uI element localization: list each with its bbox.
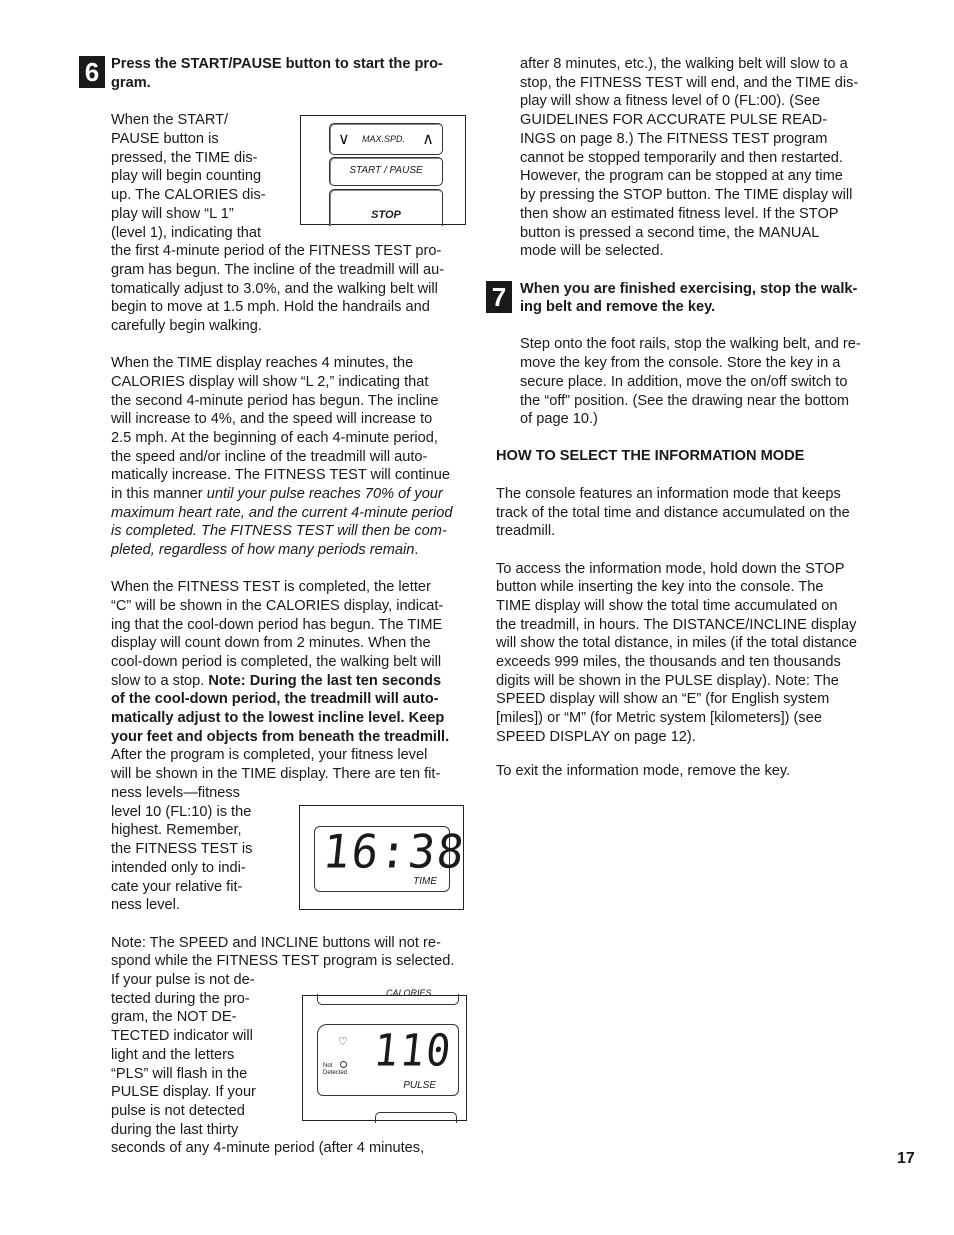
step-6-p4-wrap-line: PULSE display. If your [111,1084,256,1100]
step-6-p3-bold-line: of the cool-down period, the treadmill will auto- [111,691,439,707]
right-p1-line: stop, the FITNESS TEST will end, and the TIME dis- [520,75,859,91]
step-6-p3-bold-line: your feet and objects from beneath the treadmill. [111,729,450,745]
step-6-p1-wrap-line: (level 1), indicating that [111,225,262,241]
step-6-p3-mixed-line [111,672,441,691]
right-p1-line: button is pressed a second time, the MANUAL [520,225,820,241]
step-6-p4-wrap-line: during the last thirty [111,1122,239,1138]
time-lcd [314,825,469,892]
start-pause-button [329,157,443,186]
step-6-p3-line: After the program is completed, your fitness level [111,747,428,763]
step-6-p4-wrap-line: light and the letters [111,1047,235,1063]
lower-button-edge [375,1112,457,1123]
step-6-p2-line: When the TIME display reaches 4 minutes, the [111,355,414,371]
step-6-p1-line: tomatically adjust to 3.0%, and the walking belt will [111,281,438,297]
step-6-p2-line: CALORIES display will show “L 2,” indicating that [111,374,429,390]
step-6-p3-line: cool-down period is completed, the walking belt will [111,654,442,670]
step-7-text-line: secure place. In addition, move the on/off switch to [520,374,848,390]
info-p2-line: exceeds 999 miles, the thousands and ten thousands [496,654,841,670]
step-6-p1-wrap-line: play will show “L 1” [111,206,234,222]
step-6-p3-wrap-line: the FITNESS TEST is [111,841,253,857]
p3-bold-text: Note: During the last ten seconds [208,673,442,689]
calories-label: CALORIES [386,988,432,998]
step-6-p2-italic-line: maximum heart rate, and the current 4-minute period [111,505,453,521]
step-6-p4-last-line: seconds of any 4-minute period (after 4 minutes, [111,1140,425,1156]
step-7-number: 7 [486,281,512,313]
step-6-p3-wrap-line: intended only to indi- [111,860,246,876]
console-buttons-figure [300,115,466,225]
step-6-heading-line-2: gram. [111,75,151,91]
step-6-p3-line: When the FITNESS TEST is completed, the letter [111,579,431,595]
step-6-p2-line: matically increase. The FITNESS TEST will continue [111,467,451,483]
step-6-p3-bold-line: matically adjust to the lowest incline level. Keep [111,710,445,726]
step-6-p3-wrap-line: level 10 (FL:10) is the [111,804,252,820]
step-6-p4-line: Note: The SPEED and INCLINE buttons will not re- [111,935,441,951]
step-6-p4-wrap-line: pulse is not detected [111,1103,245,1119]
step-6-p1-line: the first 4-minute period of the FITNESS TEST pro- [111,243,442,259]
p2-italic-text: until your pulse reaches 70% of your [206,486,443,502]
step-6-p3-wrap-line: ness level. [111,897,180,913]
step-6-p3-line: “C” will be shown in the CALORIES display, indicat- [111,598,444,614]
step-6-p3-wrap-line: ness levels—fitness [111,785,240,801]
step-6-p4-wrap-line: If your pulse is not de- [111,972,255,988]
pulse-lcd [317,1024,459,1096]
stop-label: STOP [371,209,401,221]
time-display-figure [299,805,469,910]
heart-icon: ♡ [338,1036,348,1048]
time-label: TIME [413,876,437,887]
step-6-p2-line: 2.5 mph. At the beginning of each 4-minute period, [111,430,438,446]
step-6-p2-italic-line: is completed. The FITNESS TEST will then be com- [111,523,447,539]
info-p1-line: track of the total time and distance accumulated on the [496,505,850,521]
p3-normal-text: slow to a stop. [111,673,209,689]
step-6-p3-line: will be shown in the TIME display. There are ten fit- [111,766,441,782]
right-p1-line: cannot be stopped temporarily and then restarted. [520,150,843,166]
step-6-p4-line: spond while the FITNESS TEST program is selected. [111,953,455,969]
step-6-p3-wrap-line: cate your relative fit- [111,879,243,895]
right-p1-line: then show an estimated fitness level. If the STOP [520,206,839,222]
step-6-p1-wrap-line: PAUSE button is [111,131,219,147]
right-p1-line: by pressing the STOP button. The TIME display will [520,187,853,203]
info-p2-line: will show the total distance, in miles (if the total distance [496,635,857,651]
not-detected-indicator-icon [340,1061,347,1068]
right-p1-line: after 8 minutes, etc.), the walking belt will slow to a [520,56,848,72]
step-6-p1-wrap-line: pressed, the TIME dis- [111,150,258,166]
stop-button [329,189,443,226]
right-p1-line: However, the program can be stopped at any time [520,168,843,184]
step-6-p1-line: begin to move at 1.5 mph. Hold the handrails and [111,299,430,315]
step-6-p2-end-line [111,541,418,560]
pulse-value: 110 [371,1025,455,1077]
p2-period: . [414,542,419,558]
info-p2-line: SPEED DISPLAY on page 12). [496,729,696,745]
info-p1-line: treadmill. [496,523,556,539]
info-p3: To exit the information mode, remove the key. [496,763,791,779]
step-6-p1-wrap-line: When the START/ [111,112,229,128]
not-detected-label: Not [323,1063,333,1069]
step-6-p4-wrap-line: “PLS” will flash in the [111,1066,248,1082]
info-p2-line: SPEED display will show an “E” (for English system [496,691,830,707]
pulse-label: PULSE [403,1080,436,1091]
step-6-p2-line: will increase to 4%, and the speed will increase to [111,411,433,427]
step-6-p2-line: the speed and/or incline of the treadmill will auto- [111,449,428,465]
info-p1-line: The console features an information mode that keeps [496,486,841,502]
step-6-number: 6 [79,56,105,88]
step-7-text-line: the “off” position. (See the drawing near the bottom [520,393,850,409]
step-6-p4-wrap-line: tected during the pro- [111,991,250,1007]
step-6-p1-wrap-line: up. The CALORIES dis- [111,187,266,203]
step-7-text-line: move the key from the console. Store the key in a [520,355,841,371]
info-p2-line: the treadmill, in hours. The DISTANCE/INCLINE display [496,617,857,633]
step-7-text-line: of page 10.) [520,411,598,427]
step-6-p2-line: the second 4-minute period has begun. The incline [111,393,439,409]
step-6-p1-line: gram has begun. The incline of the treadmill will au- [111,262,445,278]
time-value: 16:38 [320,825,469,880]
speed-down-icon: ∨ [338,131,350,148]
right-p1-line: GUIDELINES FOR ACCURATE PULSE READ- [520,112,828,128]
right-p1-line: play will show a fitness level of 0 (FL:00). (See [520,93,821,109]
pulse-display-figure [302,988,467,1121]
info-p2-line: [miles]) or “M” (for Metric system [kilometers]) (see [496,710,822,726]
info-p2-line: button while inserting the key into the console. The [496,579,824,595]
start-pause-label: START / PAUSE [349,165,423,176]
step-6-p1-wrap-line: play will begin counting [111,168,262,184]
not-detected-label: Detected [323,1070,348,1076]
max-speed-button [329,123,443,155]
right-p1-line: INGS on page 8.) The FITNESS TEST program [520,131,828,147]
step-6-p4-wrap-line: TECTED indicator will [111,1028,253,1044]
p2-italic-end: pleted, regardless of how many periods remain [111,542,415,558]
calories-panel-edge [317,988,459,1005]
step-6-p3-line: display will count down from 2 minutes. When the [111,635,431,651]
info-p2-line: digits will be shown in the PULSE display). Note: The [496,673,839,689]
info-p2-line: To access the information mode, hold down the STOP [496,561,845,577]
step-6-p3-line: ing that the cool-down period has begun. The TIME [111,617,443,633]
step-7-heading-line-2: ing belt and remove the key. [520,299,716,315]
p2-normal-text: in this manner [111,486,207,502]
step-6-p2-mixed-line [111,485,443,504]
info-p2-line: TIME display will show the total time accumulated on [496,598,838,614]
step-6-p1-line: carefully begin walking. [111,318,262,334]
step-6-p3-wrap-line: highest. Remember, [111,822,242,838]
right-p1-line: mode will be selected. [520,243,664,259]
speed-up-icon: ∧ [422,131,434,148]
section-heading: HOW TO SELECT THE INFORMATION MODE [496,448,805,464]
step-7-text-line: Step onto the foot rails, stop the walking belt, and re- [520,336,861,352]
step-6-heading-line-1: Press the START/PAUSE button to start the pro- [111,56,443,72]
step-7-heading-line-1: When you are finished exercising, stop the walk- [520,281,858,297]
max-speed-label: MAX.SPD. [362,134,406,144]
page-number: 17 [897,1150,915,1167]
step-6-p4-wrap-line: gram, the NOT DE- [111,1009,237,1025]
